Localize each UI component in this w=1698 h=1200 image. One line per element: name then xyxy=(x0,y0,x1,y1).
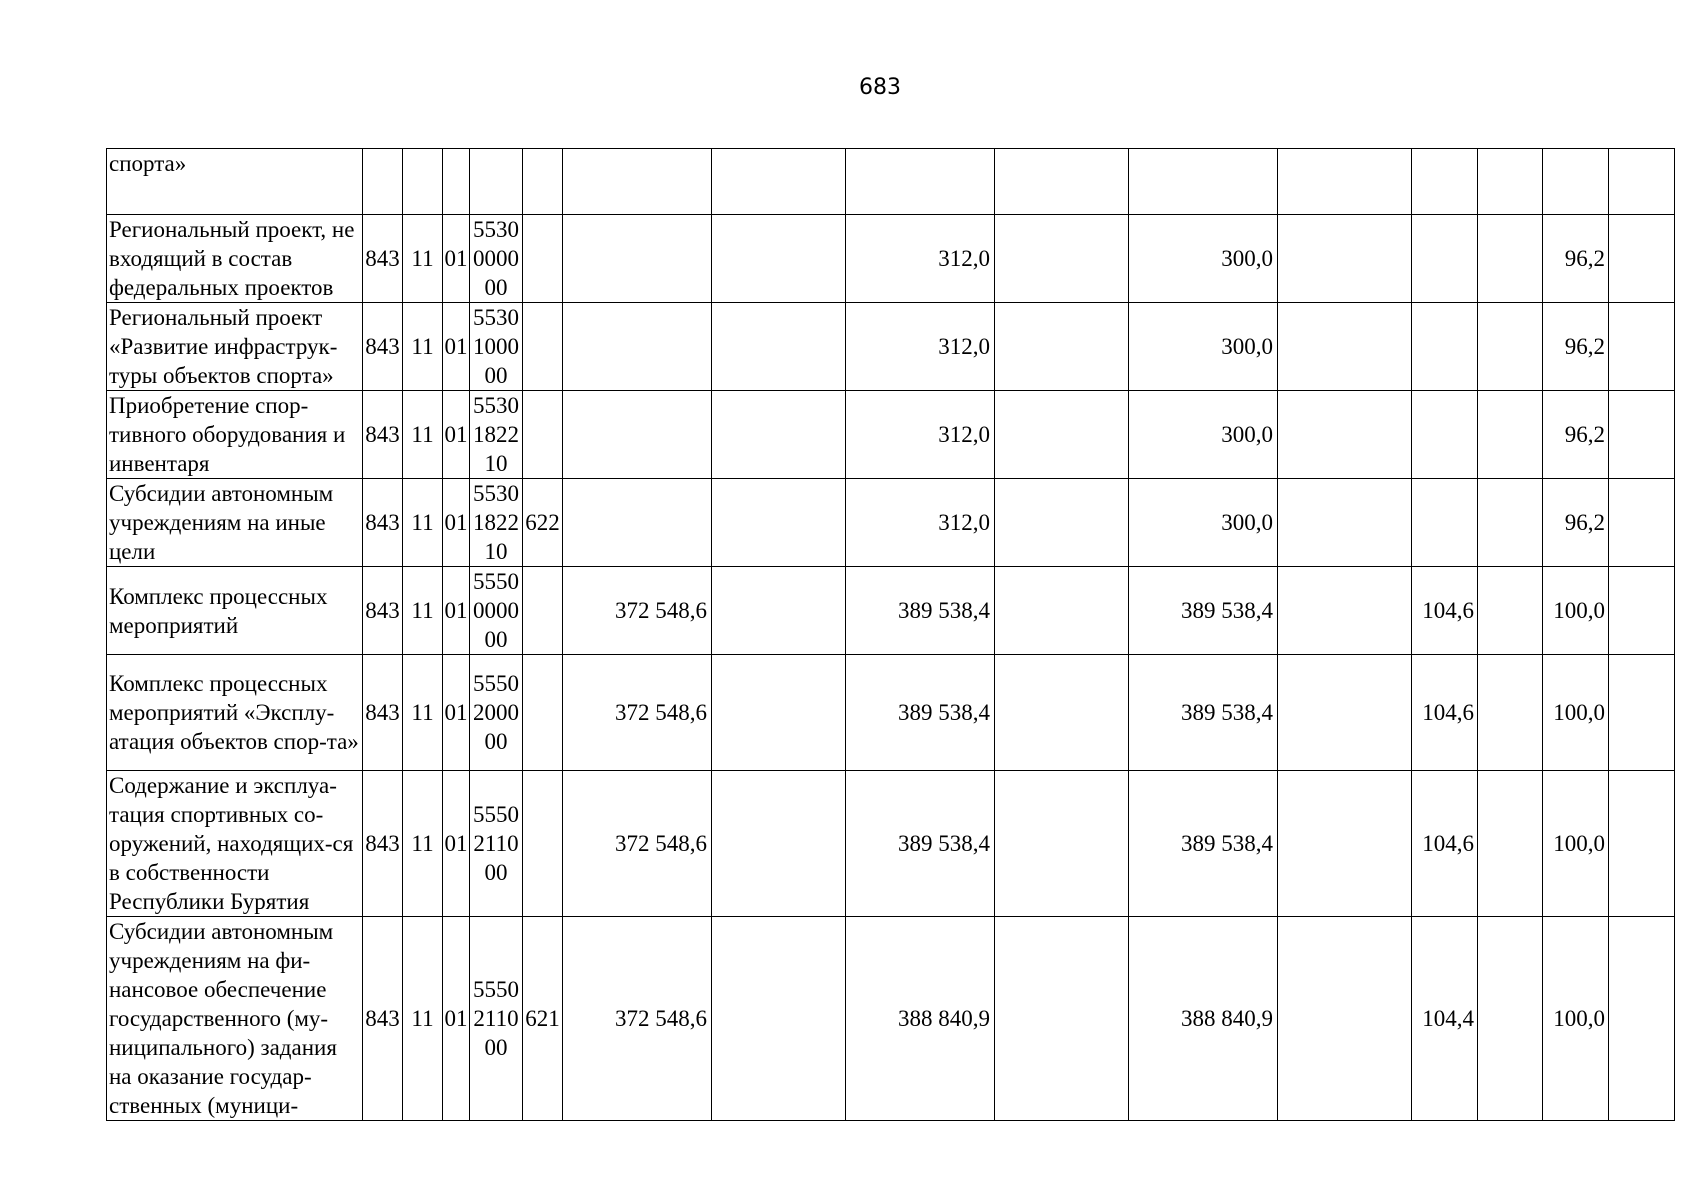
amount-6 xyxy=(1278,303,1412,391)
percent-2 xyxy=(1478,303,1543,391)
percent-3: 100,0 xyxy=(1543,917,1609,1121)
percent-3: 100,0 xyxy=(1543,771,1609,917)
amount-6 xyxy=(1278,391,1412,479)
target-article-code: 5550211000 xyxy=(470,917,523,1121)
amount-4 xyxy=(995,655,1129,771)
percent-3: 96,2 xyxy=(1543,479,1609,567)
amount-4 xyxy=(995,303,1129,391)
percent-2 xyxy=(1478,479,1543,567)
row-name: Субсидии автономным учреждениям на иные цели xyxy=(107,479,363,567)
table-row xyxy=(107,391,1675,479)
table-row xyxy=(107,215,1675,303)
expense-type-code xyxy=(523,391,563,479)
amount-4 xyxy=(995,917,1129,1121)
amount-2 xyxy=(712,215,846,303)
percent-2 xyxy=(1478,215,1543,303)
amount-4 xyxy=(995,771,1129,917)
percent-3: 100,0 xyxy=(1543,655,1609,771)
amount-1 xyxy=(563,215,712,303)
table-row xyxy=(107,567,1675,655)
amount-2 xyxy=(712,655,846,771)
grbs-code: 843 xyxy=(363,917,403,1121)
percent-1 xyxy=(1412,391,1478,479)
amount-5: 300,0 xyxy=(1129,215,1278,303)
percent-4 xyxy=(1609,215,1675,303)
subsection-code: 01 xyxy=(443,391,470,479)
amount-2 xyxy=(712,917,846,1121)
amount-1: 372 548,6 xyxy=(563,771,712,917)
subsection-code: 01 xyxy=(443,917,470,1121)
subsection-code: 01 xyxy=(443,479,470,567)
percent-3: 96,2 xyxy=(1543,303,1609,391)
section-code: 11 xyxy=(403,917,443,1121)
amount-3: 312,0 xyxy=(846,479,995,567)
grbs-code: 843 xyxy=(363,655,403,771)
percent-1: 104,6 xyxy=(1412,771,1478,917)
amount-3: 312,0 xyxy=(846,215,995,303)
percent-4 xyxy=(1609,303,1675,391)
expense-type-code xyxy=(523,655,563,771)
amount-5: 389 538,4 xyxy=(1129,771,1278,917)
amount-1 xyxy=(563,391,712,479)
subsection-code: 01 xyxy=(443,567,470,655)
subsection-code: 01 xyxy=(443,215,470,303)
percent-4 xyxy=(1609,479,1675,567)
amount-3: 312,0 xyxy=(846,303,995,391)
amount-4 xyxy=(995,567,1129,655)
amount-3: 388 840,9 xyxy=(846,917,995,1121)
row-name: спорта» xyxy=(107,149,363,215)
amount-1: 372 548,6 xyxy=(563,917,712,1121)
grbs-code: 843 xyxy=(363,771,403,917)
section-code: 11 xyxy=(403,303,443,391)
amount-5: 300,0 xyxy=(1129,479,1278,567)
target-article-code: 5530182210 xyxy=(470,391,523,479)
amount-3: 389 538,4 xyxy=(846,771,995,917)
amount-2 xyxy=(712,479,846,567)
expense-type-code xyxy=(523,215,563,303)
amount-1 xyxy=(563,479,712,567)
amount-6 xyxy=(1278,771,1412,917)
subsection-code: 01 xyxy=(443,655,470,771)
subsection-code: 01 xyxy=(443,771,470,917)
percent-2 xyxy=(1478,771,1543,917)
row-name: Региональный проект «Развитие инфраструк-туры объектов спорта» xyxy=(107,303,363,391)
row-name: Субсидии автономным учреждениям на фи-нансовое обеспечение государственного (му-ниципального) задания на оказание государ-ственных (муници- xyxy=(107,917,363,1121)
amount-1 xyxy=(563,303,712,391)
amount-1: 372 548,6 xyxy=(563,567,712,655)
percent-3: 100,0 xyxy=(1543,567,1609,655)
percent-1: 104,6 xyxy=(1412,567,1478,655)
amount-4 xyxy=(995,391,1129,479)
percent-1 xyxy=(1412,215,1478,303)
percent-2 xyxy=(1478,391,1543,479)
expense-type-code xyxy=(523,303,563,391)
amount-2 xyxy=(712,303,846,391)
percent-2 xyxy=(1478,917,1543,1121)
percent-4 xyxy=(1609,771,1675,917)
amount-6 xyxy=(1278,655,1412,771)
percent-1 xyxy=(1412,479,1478,567)
percent-3: 96,2 xyxy=(1543,215,1609,303)
grbs-code: 843 xyxy=(363,391,403,479)
amount-6 xyxy=(1278,917,1412,1121)
amount-5: 300,0 xyxy=(1129,391,1278,479)
amount-5: 389 538,4 xyxy=(1129,567,1278,655)
grbs-code: 843 xyxy=(363,215,403,303)
page-number: 683 xyxy=(859,75,901,100)
section-code: 11 xyxy=(403,655,443,771)
percent-4 xyxy=(1609,567,1675,655)
amount-2 xyxy=(712,391,846,479)
section-code: 11 xyxy=(403,567,443,655)
table-row xyxy=(107,655,1675,771)
section-code: 11 xyxy=(403,391,443,479)
percent-2 xyxy=(1478,655,1543,771)
target-article-code: 5550200000 xyxy=(470,655,523,771)
target-article-code: 5530100000 xyxy=(470,303,523,391)
row-name: Комплекс процессных мероприятий xyxy=(107,567,363,655)
table-row xyxy=(107,303,1675,391)
amount-4 xyxy=(995,215,1129,303)
grbs-code: 843 xyxy=(363,567,403,655)
subsection-code: 01 xyxy=(443,303,470,391)
table-row xyxy=(107,917,1675,1121)
row-name: Приобретение спор-тивного оборудования и инвентаря xyxy=(107,391,363,479)
percent-1: 104,4 xyxy=(1412,917,1478,1121)
row-name: Региональный проект, не входящий в состав федеральных проектов xyxy=(107,215,363,303)
percent-4 xyxy=(1609,655,1675,771)
expense-type-code: 622 xyxy=(523,479,563,567)
target-article-code: 5530182210 xyxy=(470,479,523,567)
percent-3: 96,2 xyxy=(1543,391,1609,479)
amount-1: 372 548,6 xyxy=(563,655,712,771)
amount-3: 312,0 xyxy=(846,391,995,479)
percent-1: 104,6 xyxy=(1412,655,1478,771)
percent-4 xyxy=(1609,917,1675,1121)
section-code: 11 xyxy=(403,479,443,567)
section-code: 11 xyxy=(403,771,443,917)
target-article-code: 5550000000 xyxy=(470,567,523,655)
amount-5: 389 538,4 xyxy=(1129,655,1278,771)
amount-5: 300,0 xyxy=(1129,303,1278,391)
row-name: Комплекс процессных мероприятий «Эксплу-атация объектов спор-та» xyxy=(107,655,363,771)
amount-2 xyxy=(712,567,846,655)
amount-6 xyxy=(1278,215,1412,303)
amount-5: 388 840,9 xyxy=(1129,917,1278,1121)
amount-6 xyxy=(1278,479,1412,567)
grbs-code: 843 xyxy=(363,303,403,391)
amount-6 xyxy=(1278,567,1412,655)
target-article-code: 5530000000 xyxy=(470,215,523,303)
continuation-row xyxy=(107,149,1675,215)
percent-1 xyxy=(1412,303,1478,391)
row-name: Содержание и эксплуа-тация спортивных со-оружений, находящих-ся в собственности Республики Бурятия xyxy=(107,771,363,917)
amount-2 xyxy=(712,771,846,917)
percent-4 xyxy=(1609,391,1675,479)
percent-2 xyxy=(1478,567,1543,655)
amount-3: 389 538,4 xyxy=(846,567,995,655)
amount-3: 389 538,4 xyxy=(846,655,995,771)
expense-type-code xyxy=(523,771,563,917)
table-row xyxy=(107,771,1675,917)
amount-4 xyxy=(995,479,1129,567)
section-code: 11 xyxy=(403,215,443,303)
target-article-code: 5550211000 xyxy=(470,771,523,917)
expense-type-code xyxy=(523,567,563,655)
expense-type-code: 621 xyxy=(523,917,563,1121)
grbs-code: 843 xyxy=(363,479,403,567)
table-row xyxy=(107,479,1675,567)
budget-table xyxy=(106,148,1675,1121)
